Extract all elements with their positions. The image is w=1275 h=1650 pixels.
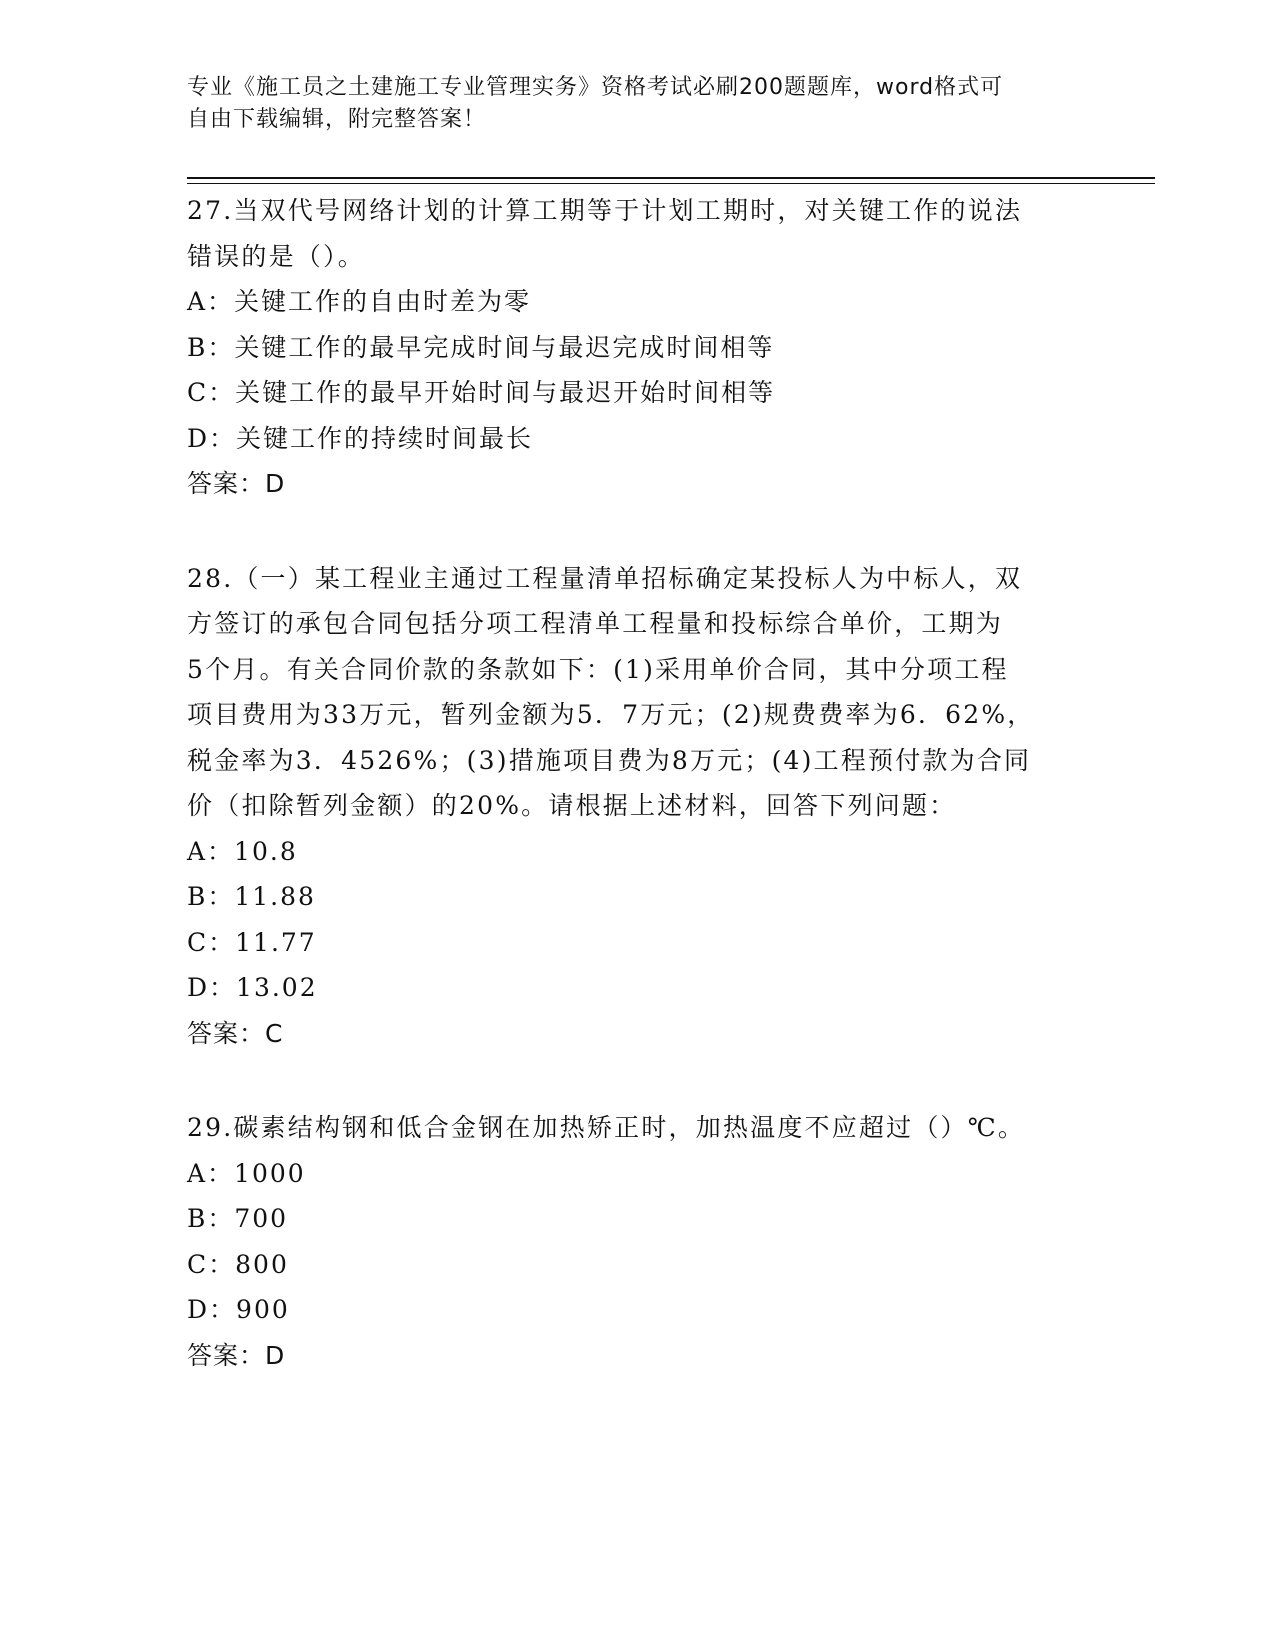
document-header — [187, 72, 1067, 136]
question-list — [187, 188, 1087, 1427]
question-29 — [187, 1105, 1087, 1378]
option-d: D：关键工作的持续时间最长 — [187, 423, 534, 453]
option-b: B：11.88 — [187, 882, 316, 911]
question-text: 方签订的承包合同包括分项工程清单工程量和投标综合单价，工期为 — [187, 609, 1004, 638]
question-text: 27.当双代号网络计划的计算工期等于计划工期时，对关键工作的说法 — [187, 196, 1023, 225]
option-c: C：11.77 — [187, 927, 317, 957]
question-text: 28.（一）某工程业主通过工程量清单招标确定某投标人为中标人，双 — [187, 563, 1023, 593]
question-text: 5个月。有关合同价款的条款如下：(1)采用单价合同，其中分项工程 — [187, 654, 1009, 684]
option-a: A：10.8 — [187, 836, 298, 866]
question-text: 项目费用为33万元，暂列金额为5．7万元；(2)规费费率为6．62%， — [187, 700, 1035, 729]
option-d: D：900 — [187, 1295, 290, 1324]
question-text: 价（扣除暂列金额）的20%。请根据上述材料，回答下列问题： — [187, 791, 957, 820]
question-28 — [187, 556, 1087, 1057]
option-c: C：关键工作的最早开始时间与最迟开始时间相等 — [187, 378, 776, 407]
option-b: B：700 — [187, 1204, 289, 1233]
option-a: A：关键工作的自由时差为零 — [187, 287, 532, 316]
header-divider — [187, 177, 1155, 179]
option-b: B：关键工作的最早完成时间与最迟完成时间相等 — [187, 332, 775, 362]
question-text: 29.碳素结构钢和低合金钢在加热矫正时，加热温度不应超过（）℃。 — [187, 1113, 1026, 1142]
answer: 答案：D — [187, 1340, 286, 1370]
header-divider-thin — [187, 183, 1155, 184]
question-text: 错误的是（）。 — [187, 241, 365, 271]
option-d: D：13.02 — [187, 973, 318, 1002]
question-text: 税金率为3．4526%；(3)措施项目费为8万元；(4)工程预付款为合同 — [187, 745, 1032, 775]
answer: 答案：D — [187, 469, 286, 498]
header-line: 专业《施工员之土建施工专业管理实务》资格考试必刷200题题库，word格式可 — [187, 75, 1004, 100]
option-a: A：1000 — [187, 1158, 306, 1188]
header-line: 自由下载编辑，附完整答案！ — [187, 107, 487, 132]
question-27 — [187, 188, 1087, 507]
answer: 答案：C — [187, 1018, 284, 1048]
option-c: C：800 — [187, 1249, 289, 1279]
